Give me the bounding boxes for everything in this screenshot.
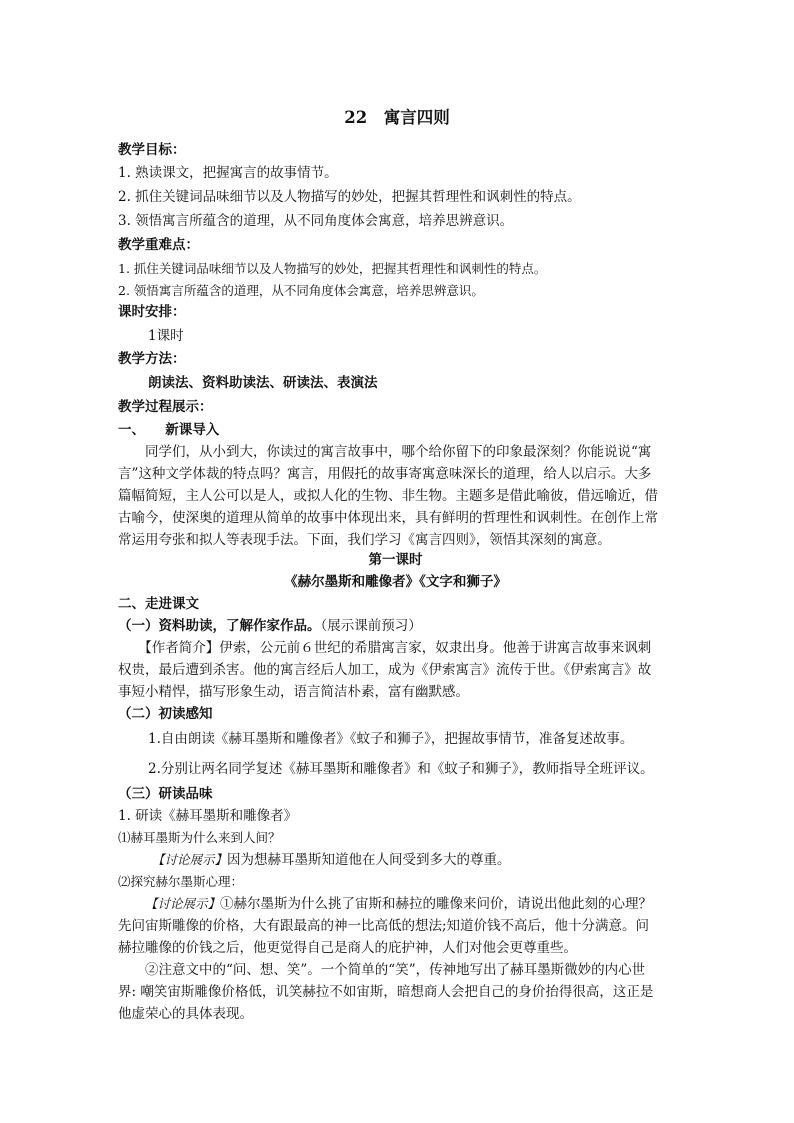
schedule-value: 1课时 [148, 328, 184, 344]
intro-line: 言”这种文学体裁的特点吗？寓言，用假托的故事寄寓意味深长的道理，给人以启示。大多 [118, 466, 652, 482]
answer-2-line: 先问宙斯雕像的价格，大有跟最高的神一比高低的想法;知道价钱不高后，他十分满意。问 [118, 918, 650, 934]
discussion-tag: 【讨论展示】 [152, 852, 228, 867]
section-new-lesson: 一、 新课导入 [118, 422, 220, 438]
author-line: 事短小精悍，描写形象生动，语言简洁朴素，富有幽默感。 [118, 684, 469, 700]
part3-heading: （三）研读品味 [118, 786, 213, 802]
lesson-subtitle: 《赫尔墨斯和雕像者》《文字和狮子》 [284, 574, 507, 590]
part3-subheading: 1. 研读《赫耳墨斯和雕像者》 [118, 808, 298, 824]
intro-line: 古喻今，使深奥的道理从简单的故事中体现出来，具有鲜明的哲理性和讽刺性。在创作上常 [118, 510, 658, 526]
lesson-heading: 第一课时 [368, 552, 423, 568]
schedule-heading: 课时安排： [118, 304, 186, 320]
answer-2-line: ②注意文中的“问、想、笑”。一个简单的“笑”，传神地写出了赫耳墨斯微妙的内心世 [118, 962, 646, 978]
part2-item: 1.自由朗读《赫耳墨斯和雕像者》《蚊子和狮子》，把握故事情节，准备复述故事。 [148, 731, 634, 747]
author-line: 权贵，最后遭到杀害。他的寓言经后人加工，成为《伊索寓言》流传于世。《伊索寓言》故 [118, 662, 652, 678]
answer-2-line: 他虚荣心的具体表现。 [118, 1006, 253, 1022]
intro-line: 同学们，从小到大，你读过的寓言故事中，哪个给你留下的印象最深刻？你能说说“寓 [118, 444, 652, 460]
author-line: 【作者简介】伊索，公元前６世纪的希腊寓言家，奴隶出身。他善于讲寓言故事来讽刺 [118, 640, 652, 656]
answer-2-line: 界: 嘲笑宙斯雕像价格低，讥笑赫拉不如宙斯，暗想商人会把自己的身价抬得很高，这正是 [118, 984, 654, 1000]
discussion-tag: 【讨论展示】 [145, 896, 221, 911]
answer-2-line: 赫拉雕像的价钱之后，他更觉得自己是商人的庇护神，人们对他会更尊重些。 [118, 940, 577, 956]
intro-line: 常运用夸张和拟人等表现手法。下面，我们学习《寓言四则》，领悟其深刻的寓意。 [118, 532, 611, 548]
part2-item: 2.分别让两名同学复述《赫耳墨斯和雕像者》和《蚊子和狮子》，教师指导全班评议。 [148, 761, 654, 777]
keypoint-item: 1. 抓住关键词品味细节以及人物描写的妙处，把握其哲理性和讽刺性的特点。 [118, 261, 547, 276]
intro-line: 篇幅简短，主人公可以是人，或拟人化的生物、非生物。主题多是借此喻彼，借远喻近，借 [118, 488, 658, 504]
answer-1-line [152, 850, 511, 870]
part1-heading-line [118, 616, 422, 636]
methods-value: 朗读法、资料助读法、研读法、表演法 [148, 375, 378, 391]
goal-item: 1. 熟读课文，把握寓言的故事情节。 [118, 165, 338, 181]
part2-heading: （二）初读感知 [118, 706, 213, 722]
page-title: 22 寓言四则 [344, 108, 450, 127]
part1-note: （展示课前预习） [320, 618, 422, 634]
answer-2-line: ①赫尔墨斯为什么挑了宙斯和赫拉的雕像来问价，请说出他此刻的心理？ [220, 896, 653, 912]
section-enter-text: 二、走进课文 [118, 596, 199, 612]
part1-heading: （一）资料助读，了解作家作品。 [118, 618, 321, 634]
methods-heading: 教学方法： [118, 351, 186, 367]
question-2: ⑵探究赫尔墨斯心理： [118, 874, 244, 889]
process-heading: 教学过程展示： [118, 399, 213, 415]
keypoint-item: 2. 领悟寓言所蕴含的道理，从不同角度体会寓意，培养思辨意识。 [118, 283, 484, 298]
goal-item: 2. 抓住关键词品味细节以及人物描写的妙处，把握其哲理性和讽刺性的特点。 [118, 189, 581, 205]
goal-item: 3. 领悟寓言所蕴含的道理，从不同角度体会寓意，培养思辨意识。 [118, 213, 514, 229]
answer-2-first-line [145, 894, 652, 914]
keypoints-heading: 教学重难点： [118, 237, 199, 253]
question-1: ⑴赫耳墨斯为什么来到人间？ [118, 830, 281, 845]
goals-heading: 教学目标： [118, 142, 186, 158]
answer-1: 因为想赫耳墨斯知道他在人间受到多大的尊重。 [227, 852, 511, 868]
